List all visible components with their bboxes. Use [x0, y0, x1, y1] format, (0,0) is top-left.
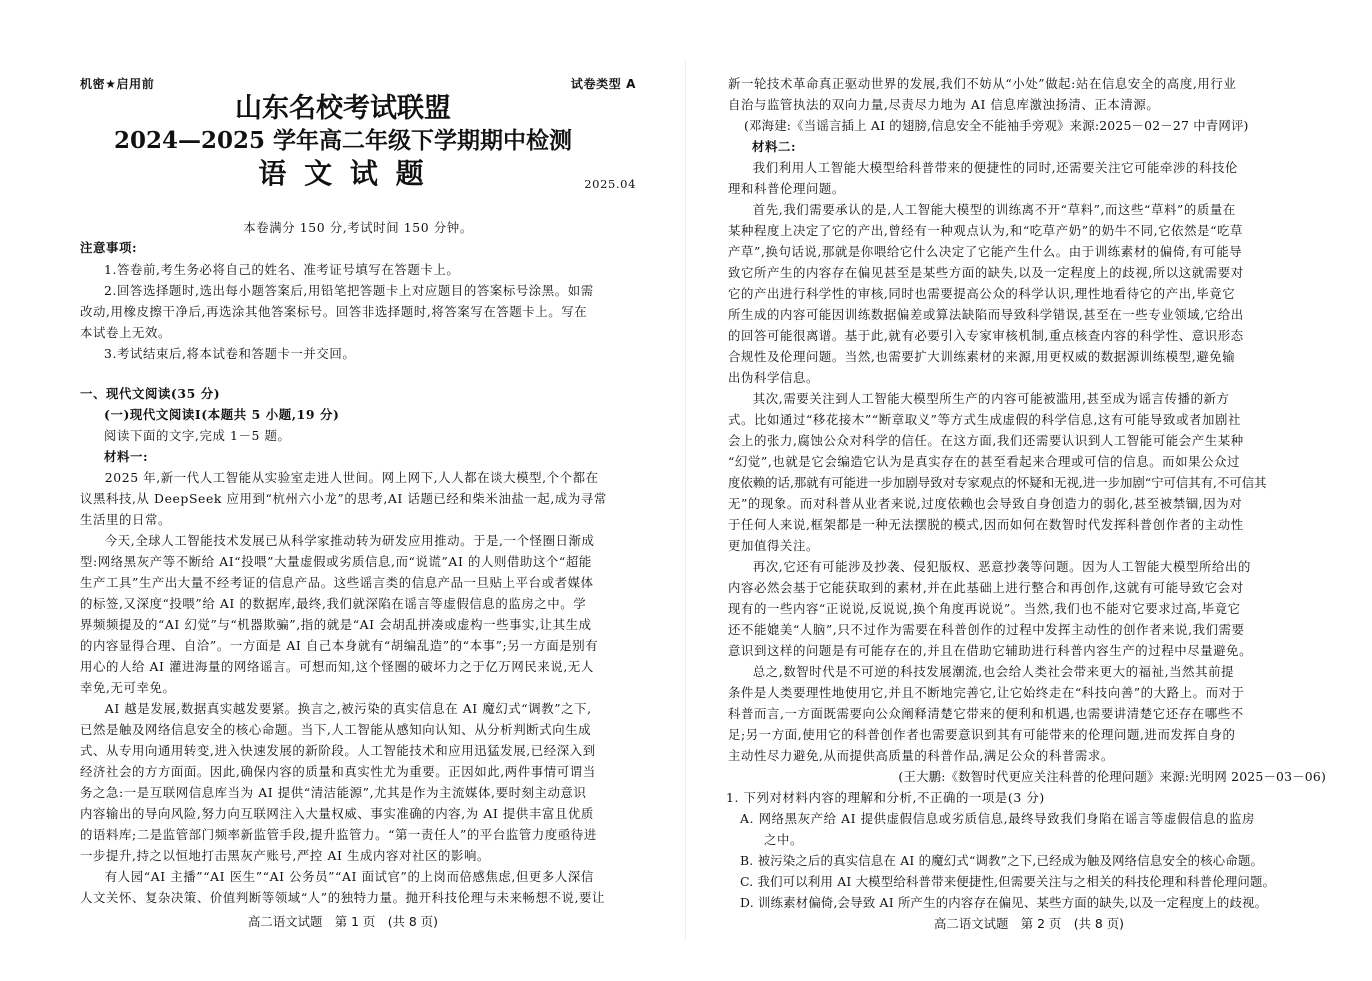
text-line: 会上的张力,腐蚀公众对科学的信任。在这方面,我们还需要认识到人工智能可能会产生某种: [728, 433, 1244, 448]
text-line: 现有的一些内容“正说说,反说说,换个角度再说说”。当然,我们也不能对它要求过高,毕竟它: [728, 601, 1241, 616]
text-line: 幸免,无可幸免。: [80, 680, 176, 695]
text-line: 还不能媲美“人脑”,只不过作为需要在科普创作的过程中发挥主动性的创作者来说,我们需要: [728, 622, 1245, 637]
question-1-option-c: C. 我们可以利用 AI 大模型给科普带来便捷性,但需要关注与之相关的科技伦理和科普伦理问题。: [740, 874, 1276, 889]
text-line: “幻觉”,也就是它会编造它认为是真实存在的甚至看起来合理或可信的信息。而如果公众过: [728, 454, 1241, 469]
text-line: 生产工具”生产出大量不经考证的信息产品。这些谣言类的信息产品一旦贴上平台或者媒体: [80, 575, 594, 590]
question-1-stem: 1. 下列对材料内容的理解和分析,不正确的一项是(3 分): [726, 790, 1045, 805]
material-1-label: 材料一:: [104, 449, 149, 464]
text-line: 无”的现象。而对科普从业者来说,过度依赖也会导致自身创造力的弱化,甚至被禁锢,因为对: [728, 496, 1243, 511]
text-line: 型:网络黑灰产等不断给 AI“投喂”大量虚假或劣质信息,而“说谎”AI 的人则借助这个“超能: [80, 554, 592, 569]
text-line: 式、从专用向通用转变,进入快速发展的新阶段。人工智能技术和应用迅猛发展,已经深入到: [80, 743, 596, 758]
question-1-option-b: B. 被污染之后的真实信息在 AI 的魔幻式“调教”之下,已经成为触及网络信息安全的核心命题。: [740, 853, 1264, 868]
paper-type-label: 试卷类型 A: [570, 77, 636, 91]
exam-info: 本卷满分 150 分,考试时间 150 分钟。: [243, 220, 473, 235]
text-line: 条件是人类要理性地使用它,并且不断地完善它,让它始终走在“科技向善”的大路上。而对于: [728, 685, 1245, 700]
notice-line: 1.答卷前,考生务必将自己的姓名、准考证号填写在答题卡上。: [104, 262, 460, 277]
text-line: 度依赖的话,那就有可能进一步加剧导致对专家观点的怀疑和无视,进一步加剧“宁可信其有,不可信其: [728, 475, 1267, 490]
text-line: 的语料库;二是监管部门频率新监管手段,提升监管力。“第一责任人”的平台监管力度亟待进: [80, 827, 597, 842]
notice-line: 3.考试结束后,将本试卷和答题卡一并交回。: [104, 346, 356, 361]
source-citation: (邓海建:《当谣言插上 AI 的翅膀,信息安全不能袖手旁观》来源:2025－02－27 中青网评): [744, 118, 1249, 133]
text-line: 新一轮技术革命真正驱动世界的发展,我们不妨从“小处”做起:站在信息安全的高度,用行业: [728, 76, 1237, 91]
text-line: 首先,我们需要承认的是,人工智能大模型的训练离不开“草料”,而这些“草料”的质量在: [752, 202, 1236, 217]
text-line: 的内容显得合理、自洽”。一方面是 AI 自己本身就有“胡编乱造”的“本事”;另一方面是别有: [80, 638, 599, 653]
text-line: 一步提升,持之以恒地打击黑灰产账号,严控 AI 生成内容对社区的影响。: [80, 848, 490, 863]
secret-label: 机密★启用前: [80, 77, 155, 91]
org-title: 山东名校考试联盟: [235, 93, 451, 124]
text-line: 产草”,换句话说,那就是你喂给它什么决定了它能产生什么。由于训练素材的偏倚,有可能导: [728, 244, 1243, 259]
exam-title: 2024—2025 学年高二年级下学期期中检测: [113, 127, 573, 154]
text-line: AI 越是发展,数据真实越发要紧。换言之,被污染的真实信息在 AI 魔幻式“调教”之下,: [104, 701, 592, 716]
page-2-footer: 高二语文试题 第 2 页 (共 8 页): [934, 916, 1124, 931]
text-line: 用心的人给 AI 灌进海量的网络谣言。可想而知,这个怪圈的破坏力之于亿万网民来说,无人: [80, 659, 594, 674]
text-line: 致它所产生的内容存在偏见甚至是某些方面的缺失,以及一定程度上的歧视,所以这就需要对: [728, 265, 1244, 280]
text-line: 界频频提及的“AI 幻觉”与“机器欺骗”,指的就是“AI 会胡乱拼凑或虚构一些事实,让其生成: [80, 617, 592, 632]
source-citation: (王大鹏:《数智时代更应关注科普的伦理问题》来源:光明网 2025－03－06): [898, 769, 1326, 784]
text-line: 的标签,又深度“投喂”给 AI 的数据库,最终,我们就深陷在谣言等虚假信息的监房之中。学: [80, 596, 587, 611]
text-line: 总之,数智时代是不可逆的科技发展潮流,也会给人类社会带来更大的福祉,当然其前提: [752, 664, 1235, 679]
notice-heading: 注意事项:: [80, 240, 138, 255]
text-line: 我们利用人工智能大模型给科普带来的便捷性的同时,还需要关注它可能牵涉的科技伦: [752, 160, 1238, 175]
exam-date: 2025.04: [584, 177, 636, 191]
subject-title: 语 文 试 题: [258, 157, 428, 190]
material-2-label: 材料二:: [752, 139, 797, 154]
text-line: 式。比如通过“移花接木”“断章取义”等方式生成虚假的科学信息,这有可能导致或者加剧社: [728, 412, 1241, 427]
subsection-heading: (一)现代文阅读Ⅰ(本题共 5 小题,19 分): [104, 407, 340, 422]
text-line: 某种程度上决定了它的产出,曾经有一种观点认为,和“吃草产奶”的奶牛不同,它依然是“吃草: [728, 223, 1244, 238]
text-line: 2025 年,新一代人工智能从实验室走进人世间。网上网下,人人都在谈大模型,个个都在: [104, 470, 599, 485]
text-line: 科普而言,一方面既需要向公众阐释清楚它带来的便利和机遇,也需要讲清楚它还存在哪些不: [728, 706, 1244, 721]
text-line: 已然是触及网络信息安全的核心命题。当下,人工智能从感知向认知、从分析判断式向生成: [80, 722, 592, 737]
text-line: 合规性及伦理问题。当然,也需要扩大训练素材的来源,用更权威的数据源训练模型,避免输: [728, 349, 1236, 364]
text-line: 足;另一方面,使用它的科普创作者也需要意识到其有可能带来的伦理问题,进而发挥自身的: [728, 727, 1236, 742]
text-line: 自治与监管执法的双向力量,尽责尽力地为 AI 信息库激浊扬清、正本清源。: [728, 97, 1160, 112]
text-line: 人文关怀、复杂决策、价值判断等领域“人”的独特力量。抛开科技伦理与未来畅想不说,要让: [80, 890, 606, 905]
page-1-footer: 高二语文试题 第 1 页 (共 8 页): [248, 914, 438, 929]
text-line: 今天,全球人工智能技术发展已从科学家推动转为研发应用推动。于是,一个怪圈日渐成: [104, 533, 595, 548]
notice-line: 2.回答选择题时,选出每小题答案后,用铅笔把答题卡上对应题目的答案标号涂黑。如需: [104, 283, 594, 298]
question-1-option-d: D. 训练素材偏倚,会导致 AI 所产生的内容存在偏见、某些方面的缺失,以及一定程度上的歧视。: [740, 895, 1268, 910]
text-line: 再次,它还有可能涉及抄袭、侵犯版权、恶意抄袭等问题。因为人工智能大模型所给出的: [752, 559, 1251, 574]
text-line: 内容输出的导向风险,努力向互联网注入大量权威、事实准确的内容,为 AI 提供丰富且优质: [80, 806, 594, 821]
reading-instruction: 阅读下面的文字,完成 1－5 题。: [104, 428, 291, 443]
text-line: 理和科普伦理问题。: [728, 181, 845, 196]
text-line: 有人园“AI 主播”“AI 医生”“AI 公务员”“AI 面试官”的上岗而倍感焦虑,但更多人深信: [104, 869, 594, 884]
text-line: 所生成的内容可能因训练数据偏差或算法缺陷而导致科学错误,甚至在一些专业领域,它给出: [728, 307, 1244, 322]
notice-line: 改动,用橡皮擦干净后,再选涂其他答案标号。回答非选择题时,将答案写在答题卡上。写在: [80, 304, 588, 319]
text-line: 生活里的日常。: [80, 512, 171, 527]
text-line: 内容必然会基于它能获取到的素材,并在此基础上进行整合和再创作,这就有可能导致它会对: [728, 580, 1244, 595]
text-line: 意识到这样的问题是有可能存在的,并且在借助它辅助进行科普内容生产的过程中尽量避免。: [728, 643, 1253, 658]
text-line: 的回答可能很离谱。基于此,就有必要引入专家审核机制,重点核查内容的科学性、意识形态: [728, 328, 1244, 343]
text-line: 经济社会的方方面面。因此,确保内容的质量和真实性尤为重要。正因如此,两件事情可谓当: [80, 764, 596, 779]
text-line: 务之急:一是互联网信息库当为 AI 提供“清洁能源”,尤其是作为主流媒体,要时刻主动意识: [80, 785, 587, 800]
text-line: 议黑科技,从 DeepSeek 应用到“杭州六小龙”的思考,AI 话题已经和柴米油盐一起,成为寻常: [80, 491, 607, 506]
text-line: 更加值得关注。: [728, 538, 819, 553]
page-2: [686, 0, 1372, 981]
question-1-option-a: A. 网络黑灰产给 AI 提供虚假信息或劣质信息,最终导致我们身陷在谣言等虚假信息的监房: [740, 811, 1255, 826]
section-heading: 一、现代文阅读(35 分): [80, 386, 221, 401]
notice-line: 本试卷上无效。: [80, 325, 171, 340]
text-line: 其次,需要关注到人工智能大模型所生产的内容可能被滥用,甚至成为谣言传播的新方: [752, 391, 1230, 406]
text-line: 于任何人来说,框架都是一种无法摆脱的模式,因而如何在数智时代发挥科普创作者的主动性: [728, 517, 1244, 532]
text-line: 它的产出进行科学性的审核,同时也需要提高公众的科学认识,理性地看待它的产出,毕竟它: [728, 286, 1236, 301]
question-1-option-a-cont: 之中。: [764, 832, 803, 847]
text-line: 出伪科学信息。: [728, 370, 819, 385]
text-line: 主动性尽力避免,从而提供高质量的科普作品,满足公众的科普需求。: [728, 748, 1114, 763]
